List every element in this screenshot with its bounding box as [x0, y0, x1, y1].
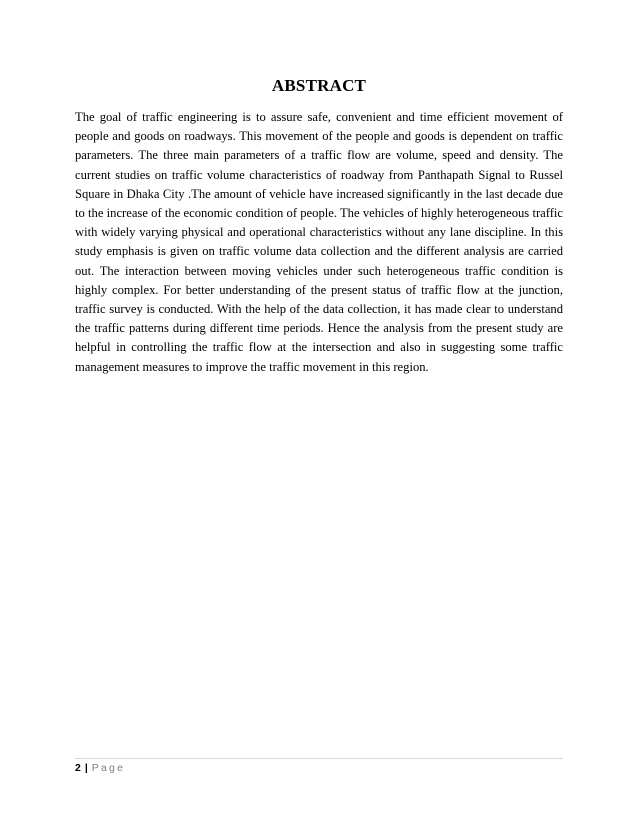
- abstract-body-text: The goal of traffic engineering is to assure safe, convenient and time efficient movement of people and goods on roadways. This movement of the people and goods is dependent on traffic parameters. The three main parameters of a traffic flow are volume, speed and density. The current studies on traffic volume characteristics of roadway from Panthapath Signal to Russel Square in Dhaka City .The amount of vehicle have increased significantly in the last decade due to the increase of the economic condition of people. The vehicles of highly heterogeneous traffic with widely varying physical and operational characteristics without any lane discipline. In this study emphasis is given on traffic volume data collection and the different analysis are carried out. The interaction between moving vehicles under such heterogeneous traffic condition is highly complex. For better understanding of the present status of traffic flow at the junction, traffic survey is conducted. With the help of the data collection, it has made clear to understand the traffic patterns during different time periods. Hence the analysis from the present study are helpful in controlling the traffic flow at the intersection and also in suggesting some traffic management measures to improve the traffic movement in this region.: [75, 110, 563, 374]
- abstract-heading: ABSTRACT: [271, 76, 367, 95]
- footer-separator: |: [84, 762, 88, 774]
- page-number: 2: [75, 762, 81, 774]
- page-footer: [75, 762, 125, 774]
- page-label: Page: [91, 762, 126, 774]
- footer-divider: [75, 758, 563, 759]
